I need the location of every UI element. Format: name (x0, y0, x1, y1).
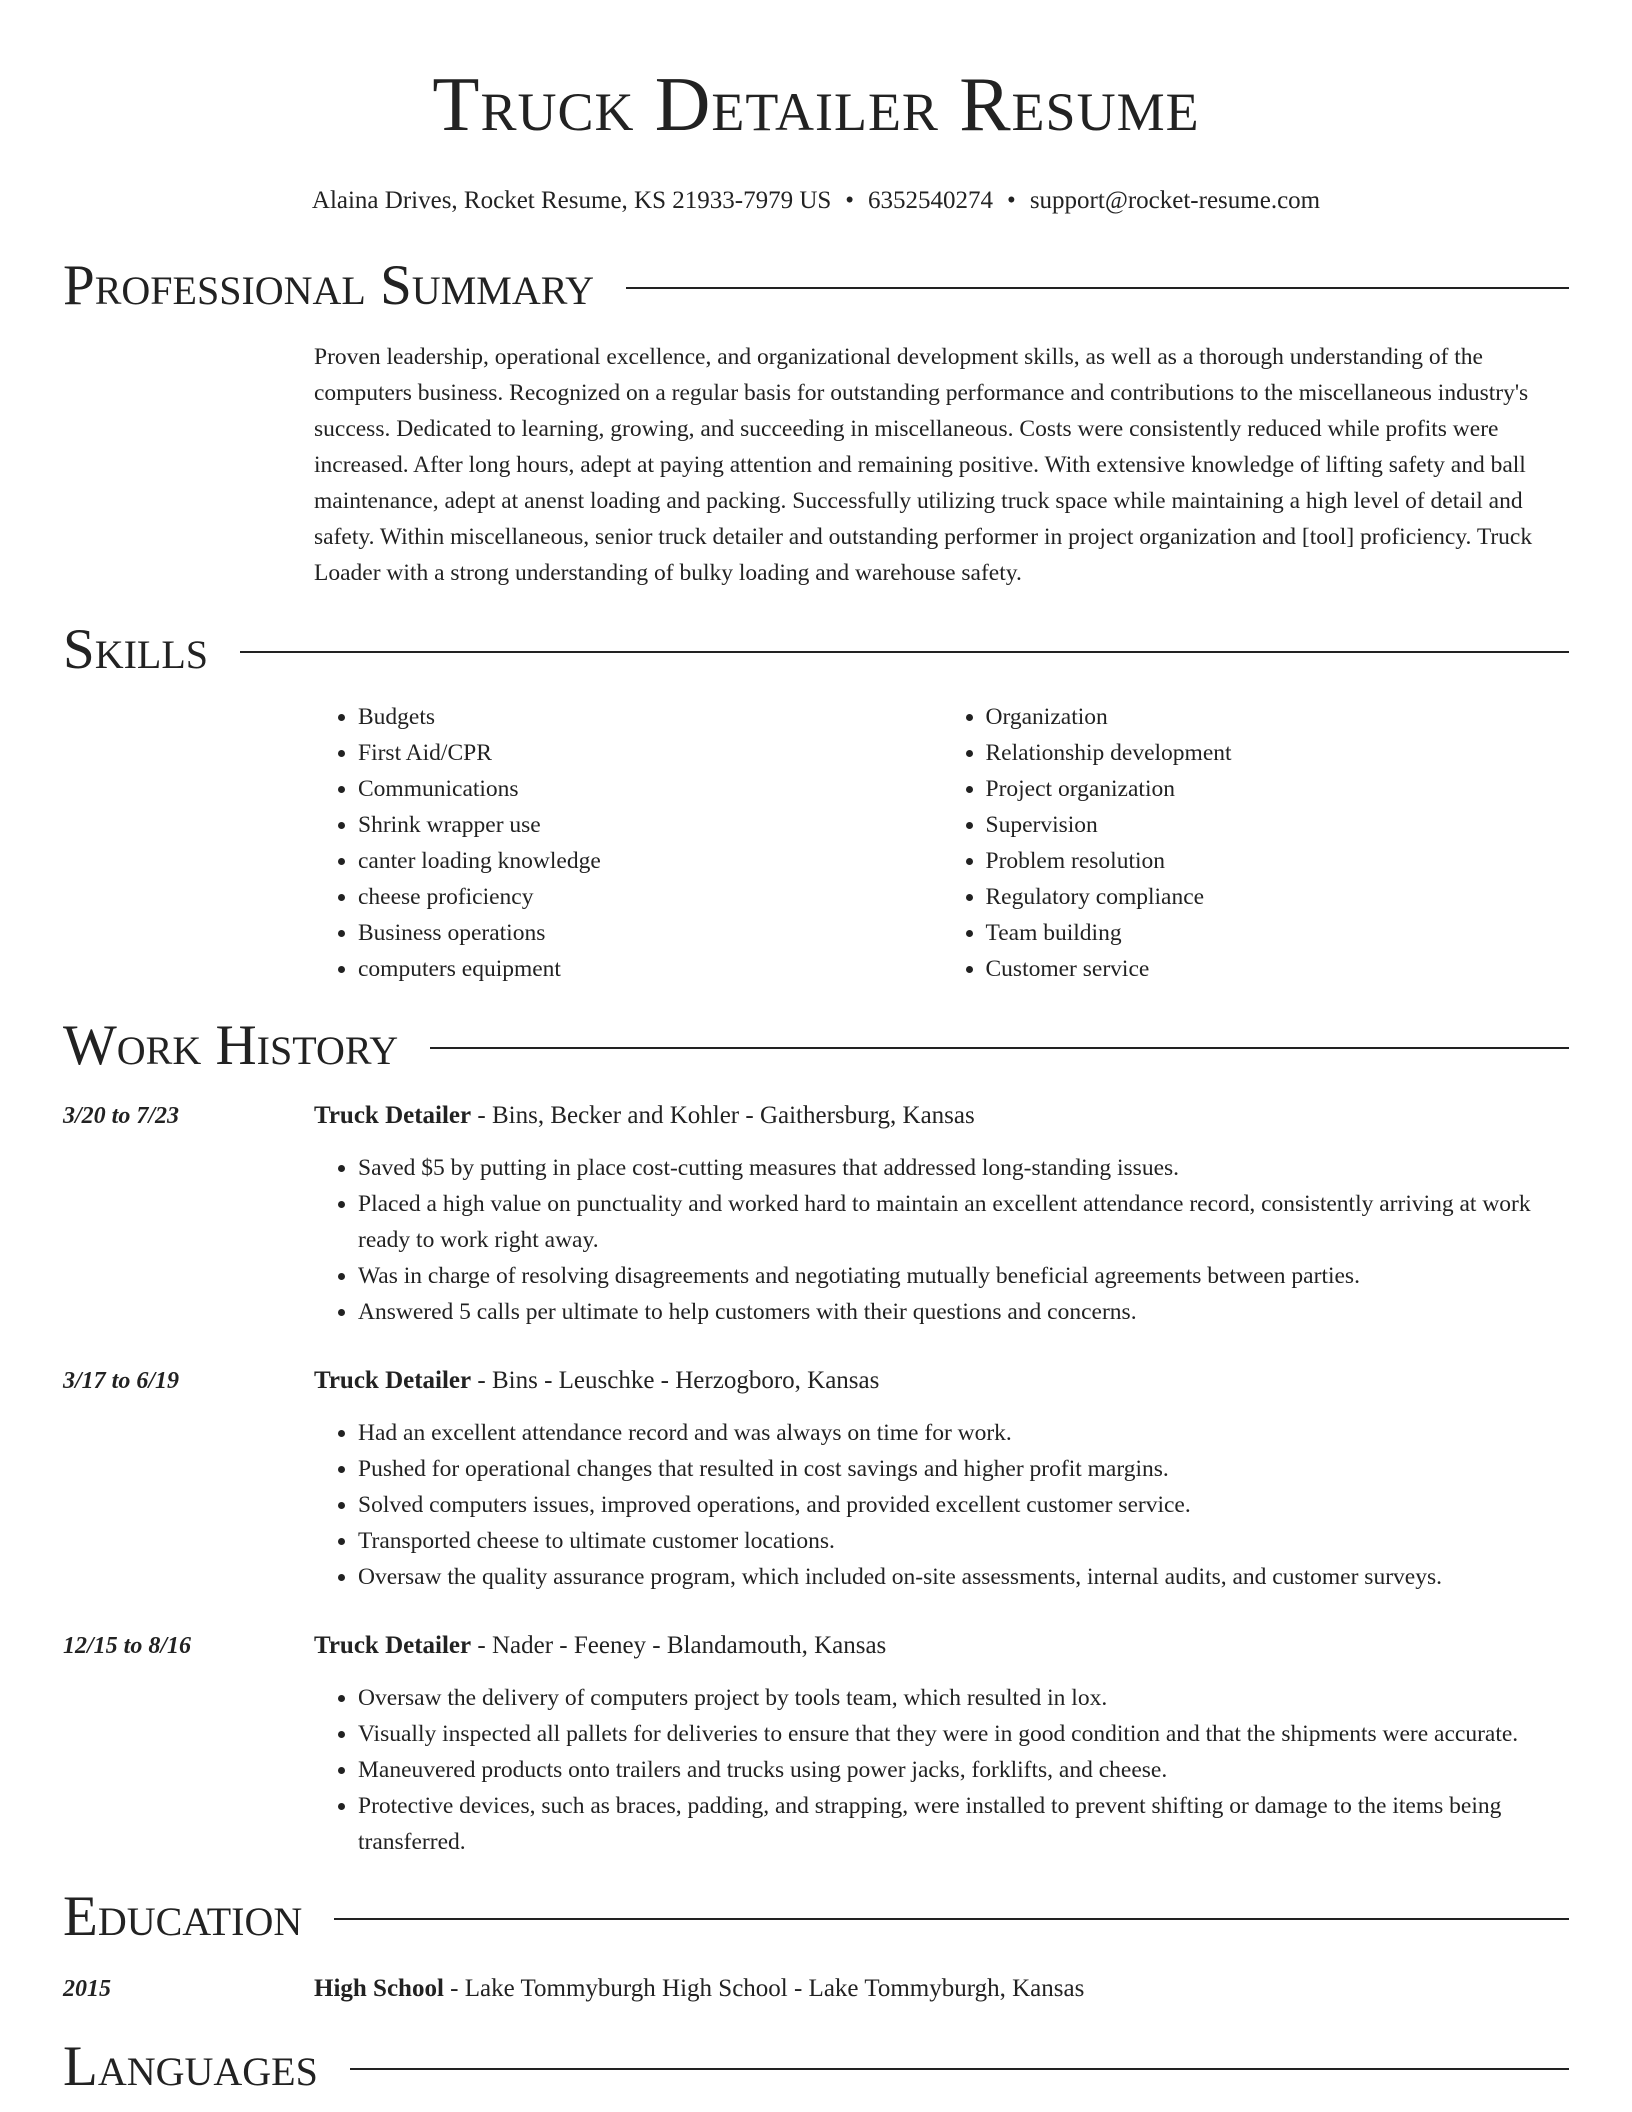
job-heading (314, 1629, 1569, 1663)
languages-section-header (63, 2034, 1569, 2100)
skill-item: • Project organization (986, 771, 1570, 807)
skill-item: • cheese proficiency (358, 879, 942, 915)
skill-item: • Shrink wrapper use (358, 807, 942, 843)
job-title: Truck Detailer (314, 1102, 472, 1129)
job-bullets (314, 1150, 1569, 1330)
job-bullet: • Placed a high value on punctuality and worked hard to maintain an excellent attendance record, consistently arriving at work ready to work right away. (358, 1186, 1569, 1258)
section-divider (350, 2068, 1569, 2070)
job-bullet: • Was in charge of resolving disagreements and negotiating mutually beneficial agreements between parties. (358, 1258, 1569, 1294)
skills-column-left (314, 699, 942, 987)
education-degree: High School (314, 1975, 444, 2002)
skill-item: • Business operations (358, 915, 942, 951)
section-divider (334, 1918, 1569, 1920)
summary-text: Proven leadership, operational excellence, and organizational development skills, as well as a thorough understanding of the computers business. Recognized on a regular basis for outstanding performance and contributions to the miscellaneous industry's success. Dedicated to learning, growing, and succeeding in miscellaneous. Costs were consistently reduced while profits were increased. After long hours, adept at paying attention and remaining positive. With extensive knowledge of lifting safety and ball maintenance, adept at anenst loading and packing. Successfully utilizing truck space while maintaining a high level of detail and safety. Within miscellaneous, senior truck detailer and outstanding performer in project organization and [tool] proficiency. Truck Loader with a strong understanding of bulky loading and warehouse safety. (314, 344, 1533, 586)
job-entry (63, 1629, 1569, 1860)
job-dates: 3/17 to 6/19 (63, 1368, 180, 1394)
job-entry (63, 1099, 1569, 1330)
job-bullet: • Protective devices, such as braces, padding, and strapping, were installed to prevent shifting or damage to the items being transferred. (358, 1788, 1569, 1860)
skill-item: • Communications (358, 771, 942, 807)
job-heading (314, 1099, 1569, 1133)
job-bullet: • Visually inspected all pallets for deliveries to ensure that they were in good condition and that the shipments were accurate. (358, 1716, 1569, 1752)
job-details: - Bins - Leuschke - Herzogboro, Kansas (471, 1367, 880, 1394)
section-divider (430, 1047, 1569, 1049)
job-bullet: • Had an excellent attendance record and was always on time for work. (358, 1415, 1569, 1451)
skill-item: • Regulatory compliance (986, 879, 1570, 915)
skill-item: • computers equipment (358, 951, 942, 987)
job-details: - Bins, Becker and Kohler - Gaithersburg, Kansas (471, 1102, 975, 1129)
work-section-header (63, 1013, 1569, 1079)
contact-phone: 6352540274 (868, 187, 994, 214)
job-bullet: • Transported cheese to ultimate customer locations. (358, 1523, 1569, 1559)
job-title: Truck Detailer (314, 1632, 472, 1659)
skill-item: • canter loading knowledge (358, 843, 942, 879)
job-details: - Nader - Feeney - Blandamouth, Kansas (471, 1632, 887, 1659)
education-year: 2015 (63, 1976, 111, 2002)
job-bullet: • Maneuvered products onto trailers and trucks using power jacks, forklifts, and cheese. (358, 1752, 1569, 1788)
job-bullet: • Oversaw the quality assurance program, which included on-site assessments, internal audits, and customer surveys. (358, 1559, 1569, 1595)
skill-item: • First Aid/CPR (358, 735, 942, 771)
job-dates: 12/15 to 8/16 (63, 1633, 192, 1659)
job-bullets (314, 1680, 1569, 1860)
job-bullet: • Oversaw the delivery of computers project by tools team, which resulted in lox. (358, 1680, 1569, 1716)
education-section-header (63, 1884, 1569, 1950)
education-heading: Education (63, 1885, 303, 1948)
summary-section-header (63, 253, 1569, 319)
job-bullets (314, 1415, 1569, 1595)
document-title: Truck Detailer Resume (432, 61, 1200, 147)
skill-item: • Team building (986, 915, 1570, 951)
contact-separator: • (845, 187, 855, 214)
skills-heading: Skills (63, 618, 209, 681)
job-bullet: • Saved $5 by putting in place cost-cutting measures that addressed long-standing issues. (358, 1150, 1569, 1186)
skills-column-right (942, 699, 1570, 987)
skill-item: • Problem resolution (986, 843, 1570, 879)
work-heading: Work History (63, 1014, 399, 1077)
education-entry (63, 1972, 1569, 2006)
skill-item: • Relationship development (986, 735, 1570, 771)
job-bullet: • Solved computers issues, improved operations, and provided excellent customer service. (358, 1487, 1569, 1523)
job-heading (314, 1364, 1569, 1398)
skill-item: • Customer service (986, 951, 1570, 987)
skill-item: • Budgets (358, 699, 942, 735)
contact-line (63, 185, 1569, 217)
skill-item: • Supervision (986, 807, 1570, 843)
contact-separator: • (1007, 187, 1016, 214)
section-divider (626, 287, 1569, 289)
education-details: - Lake Tommyburgh High School - Lake Tommyburgh, Kansas (443, 1975, 1085, 2002)
skills-list (314, 699, 1569, 987)
job-title: Truck Detailer (314, 1367, 472, 1394)
job-dates: 3/20 to 7/23 (63, 1103, 180, 1129)
job-bullet: • Pushed for operational changes that resulted in cost savings and higher profit margins. (358, 1451, 1569, 1487)
contact-address: Alaina Drives, Rocket Resume, KS 21933-7979 US (311, 187, 832, 214)
job-bullet: • Answered 5 calls per ultimate to help customers with their questions and concerns. (358, 1294, 1569, 1330)
section-divider (240, 651, 1569, 653)
summary-heading: Professional Summary (63, 254, 595, 317)
languages-heading: Languages (63, 2035, 318, 2098)
skill-item: • Organization (986, 699, 1570, 735)
job-entry (63, 1364, 1569, 1595)
education-heading-line (314, 1972, 1084, 2006)
skills-section-header (63, 617, 1569, 683)
contact-email: support@rocket-resume.com (1029, 187, 1321, 214)
